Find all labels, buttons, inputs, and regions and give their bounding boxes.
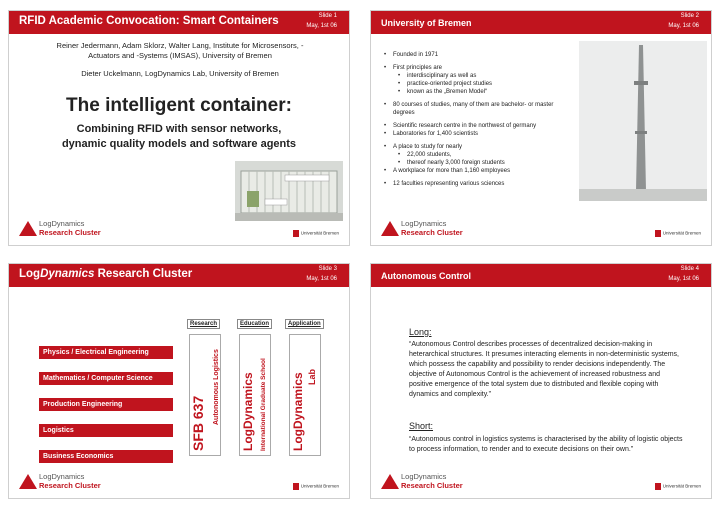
slide-title: University of Bremen (381, 18, 472, 28)
graduate-school-box (239, 334, 271, 456)
discipline-row: Logistics (39, 424, 173, 437)
lab-sublabel: Lab (307, 368, 317, 385)
list-item: • 12 faculties representing various sciences (383, 180, 573, 188)
short-definition-heading: Short: (409, 421, 434, 431)
authors-line-2: Actuators and -Systems (IMSAS), University of Bremen (88, 51, 272, 60)
column-header-application: Application (285, 319, 324, 329)
lab-box (289, 334, 321, 456)
slide-footer (371, 215, 711, 245)
list-item: • practice-oriented project studies (383, 80, 573, 88)
slide-number: Slide 1 (318, 13, 337, 19)
slide-3 (8, 263, 350, 499)
column-header-research: Research (187, 319, 220, 329)
logdynamics-logo: LogDynamics Research Cluster (19, 219, 99, 239)
slide-date: May, 1st 06 (668, 23, 699, 29)
sfb637-sublabel: Autonomous Logistics (213, 349, 220, 425)
list-item: • Laboratories for 1,400 scientists (383, 130, 573, 138)
slide-header (371, 11, 711, 34)
slide-footer (9, 215, 349, 245)
list-item: • interdisciplinary as well as (383, 72, 573, 80)
list-item: • thereof nearly 3,000 foreign students (383, 159, 573, 167)
slide-date: May, 1st 06 (668, 276, 699, 282)
lab-label: LogDynamics (291, 372, 305, 451)
list-item: • A workplace for more than 1,160 employees (383, 167, 573, 175)
university-logo: Universität Bremen (293, 483, 339, 490)
discipline-row: Business Economics (39, 450, 173, 463)
column-header-education: Education (237, 319, 272, 329)
list-item: • 22,000 students, (383, 151, 573, 159)
slide-date: May, 1st 06 (306, 23, 337, 29)
list-item: • Scientific research centre in the northwest of germany (383, 122, 573, 130)
long-definition-heading: Long: (409, 327, 432, 337)
logo-triangle-icon (19, 221, 37, 236)
sfb637-label: SFB 637 (190, 395, 206, 451)
university-logo: Universität Bremen (655, 483, 701, 490)
university-logo: Universität Bremen (655, 230, 701, 237)
university-logo: Universität Bremen (293, 230, 339, 237)
list-item: • Founded in 1971 (383, 51, 573, 59)
list-item: • A place to study for nearly (383, 143, 573, 151)
sfb637-box (189, 334, 221, 456)
discipline-row: Physics / Electrical Engineering (39, 346, 173, 359)
logo-triangle-icon (381, 221, 399, 236)
authors-line-3: Dieter Uckelmann, LogDynamics Lab, University of Bremen (81, 69, 279, 78)
logdynamics-logo: LogDynamics Research Cluster (381, 219, 461, 239)
logdynamics-logo: LogDynamics Research Cluster (381, 472, 461, 492)
subheadline-1: Combining RFID with sensor networks, (76, 123, 282, 135)
graduate-school-label: LogDynamics (241, 372, 255, 451)
slide-number: Slide 4 (680, 266, 699, 272)
slide-number: Slide 2 (680, 13, 699, 19)
slide-footer (371, 468, 711, 498)
long-definition-text: “Autonomous Control describes processes of decentralized decision-making in heterarchical structures. It presumes interacting elements in non-deterministic systems, which possess the capability and possibility to render decisions independently. The objective of Autonomous Control is the achievement of increased robustness and positive emergence of the total system due to distributed and flexible coping with dynamics and complexity.” (409, 341, 679, 398)
logdynamics-logo: LogDynamics Research Cluster (19, 472, 99, 492)
discipline-row: Mathematics / Computer Science (39, 372, 173, 385)
slide-2 (370, 10, 712, 246)
fact-list (383, 51, 573, 188)
slide-4 (370, 263, 712, 499)
authors-line-1: Reiner Jedermann, Adam Sklorz, Walter Lang, Institute for Microsensors, - (56, 41, 304, 50)
headline: The intelligent container: (66, 95, 292, 116)
slide-footer (9, 468, 349, 498)
slide-1 (8, 10, 350, 246)
container-photo (235, 161, 343, 221)
list-item: • 80 courses of studies, many of them are bachelor- or master degrees (383, 101, 573, 117)
tower-photo (579, 41, 707, 201)
logo-triangle-icon (19, 474, 37, 489)
slide-title: LogDynamics Research Cluster (19, 268, 193, 280)
slide-date: May, 1st 06 (306, 276, 337, 282)
discipline-row: Production Engineering (39, 398, 173, 411)
short-definition-text: “Autonomous control in logistics systems is characterised by the ability of logistic objects to process information, to render and to execute decisions on their own.” (409, 436, 683, 453)
slide-header (9, 264, 349, 287)
slide-title: RFID Academic Convocation: Smart Containers (19, 15, 279, 27)
subheadline-2: dynamic quality models and software agents (61, 138, 297, 150)
logo-triangle-icon (381, 474, 399, 489)
list-item: • known as the „Bremen Model“ (383, 88, 573, 96)
slide-header (371, 264, 711, 287)
slide-header (9, 11, 349, 34)
slide-title: Autonomous Control (381, 271, 471, 281)
slide-number: Slide 3 (318, 266, 337, 272)
graduate-school-sublabel: International Graduate School (260, 358, 267, 451)
list-item: • First principles are (383, 64, 573, 72)
